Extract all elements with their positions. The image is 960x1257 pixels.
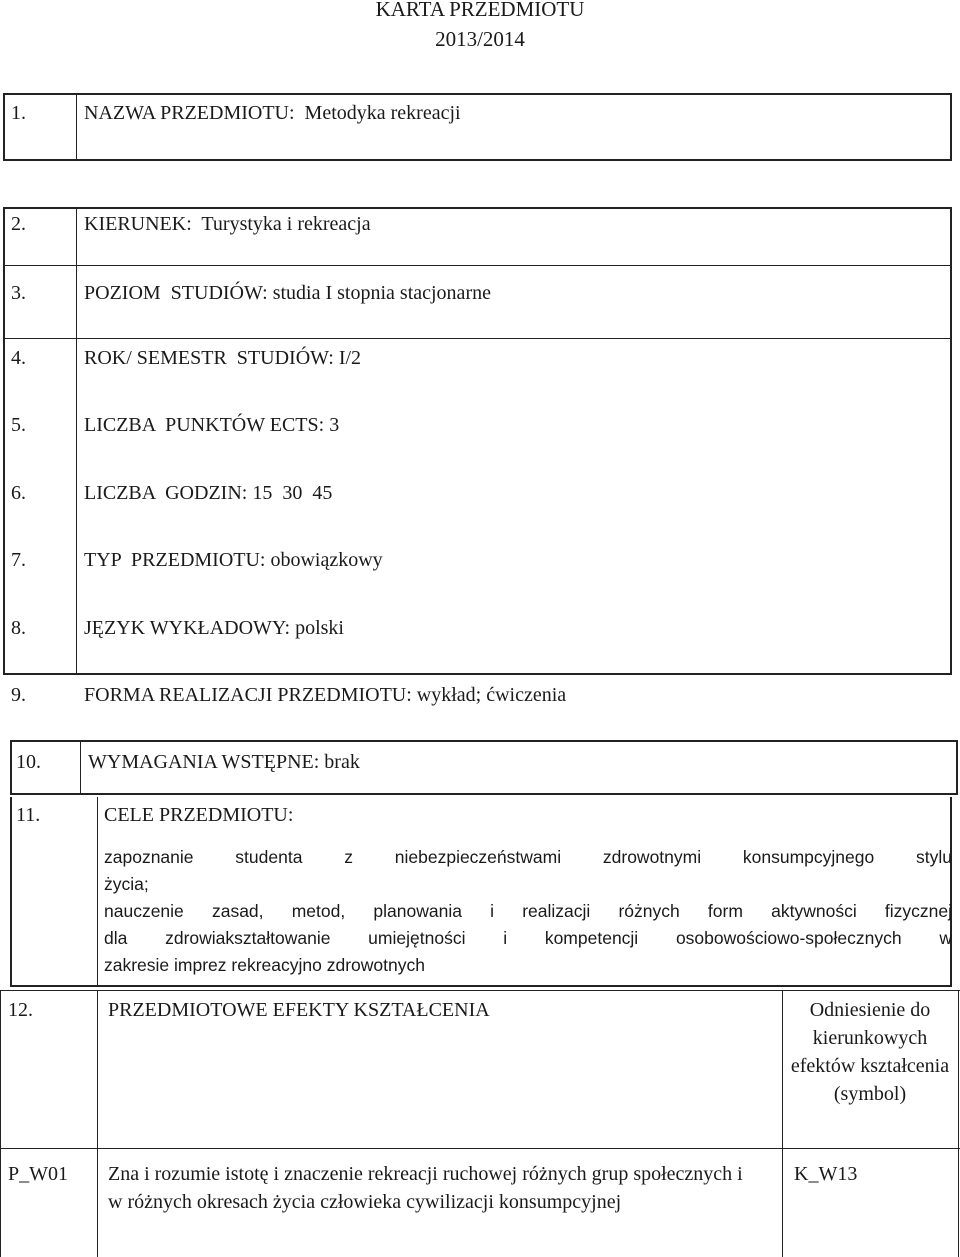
reference-header: Odniesienie do kierunkowych efektów kształcenia (symbol) [790,999,950,1105]
row-11-number: 11. [16,804,41,826]
row-4-value: I/2 [338,347,362,369]
row-2-label: KIERUNEK: Turystyka i rekreacja [84,213,371,235]
row-5-label: LICZBA PUNKTÓW ECTS: 3 [84,414,340,436]
row-6-value: 15 30 45 [252,482,333,504]
row-7-number: 7. [11,549,26,571]
row-6-label: LICZBA GODZIN: 15 30 45 [84,482,333,504]
row-6-number: 6. [11,482,26,504]
row-7-value: obowiązkowy [270,549,383,571]
effect-code: P_W01 [8,1163,68,1185]
goals-text [104,844,952,979]
row-1-label: NAZWA PRZEDMIOTU: Metodyka rekreacji [84,102,461,124]
row-10-value: brak [324,751,360,773]
row-3-number: 3. [11,282,26,304]
row-12-number: 12. [8,999,33,1021]
row-2-value: Turystyka i rekreacja [201,213,371,235]
row-9-label: FORMA REALIZACJI PRZEDMIOTU: wykład; ćwiczenia [84,684,567,706]
row-1-value: Metodyka rekreacji [304,102,461,124]
row-5-number: 5. [11,414,26,436]
row-10-label: WYMAGANIA WSTĘPNE: brak [88,751,360,773]
row-9-number: 9. [11,684,26,706]
row-11-label: CELE PRZEDMIOTU: [104,804,294,826]
goal-line: życia; [104,874,149,894]
row-12-label: PRZEDMIOTOWE EFEKTY KSZTAŁCENIA [108,999,490,1021]
row-2-number: 2. [11,213,26,235]
row-7-label: TYP PRZEDMIOTU: obowiązkowy [84,549,383,571]
goal-line: dla zdrowiakształtowanie umiejętności i kompetencji osobowościowo-społecznych w [104,928,952,948]
goal-line: nauczenie zasad, metod, planowania i realizacji różnych form aktywności fizycznej [104,901,952,921]
academic-year: 2013/2014 [435,27,525,51]
row-4-number: 4. [11,347,26,369]
row-3-value: studia I stopnia stacjonarne [272,282,491,304]
effect-reference: K_W13 [794,1163,858,1185]
effect-description: Zna i rozumie istotę i znaczenie rekreacji ruchowej różnych grup społecznych i w różnych okresach życia człowieka cywilizacji konsumpcyjnej [108,1163,743,1213]
row-5-value: 3 [329,414,340,436]
goal-line: zakresie imprez rekreacyjno zdrowotnych [104,955,425,975]
row-8-label: JĘZYK WYKŁADOWY: polski [84,617,344,639]
row-3-label: POZIOM STUDIÓW: studia I stopnia stacjonarne [84,282,491,304]
row-9-value: wykład; ćwiczenia [416,684,567,706]
row-8-number: 8. [11,617,26,639]
document-title: KARTA PRZEDMIOTU [375,0,585,21]
row-4-label: ROK/ SEMESTR STUDIÓW: I/2 [84,347,362,369]
rows-2-9-box [3,207,952,675]
row-1-number: 1. [11,102,26,124]
row-8-value: polski [295,617,344,639]
goal-line: zapoznanie studenta z niebezpieczeństwami zdrowotnymi konsumpcyjnego stylu [104,847,952,867]
row-10-number: 10. [16,751,41,773]
